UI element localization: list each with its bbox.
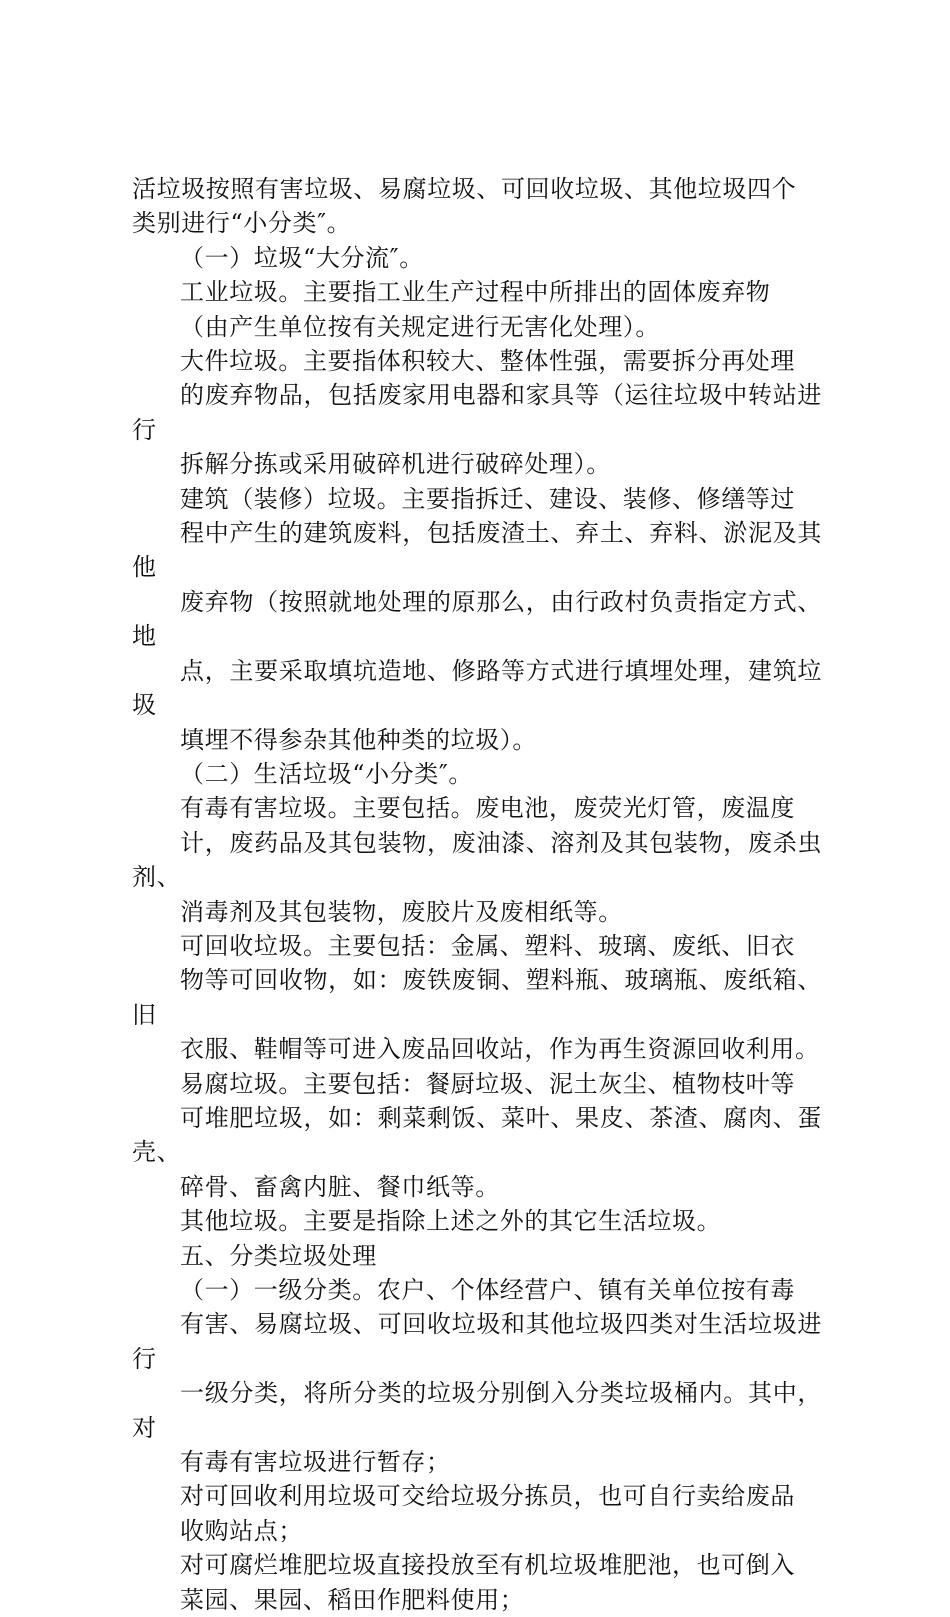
text-line: 收购站点； bbox=[180, 1516, 303, 1545]
paragraph bbox=[132, 1204, 822, 1238]
text-line: 物等可回收物，如：废铁废铜、塑料瓶、玻璃瓶、废纸箱、旧 bbox=[132, 966, 822, 1029]
text-line: （由产生单位按有关规定进行无害化处理）。 bbox=[180, 312, 660, 341]
text-line: 工业垃圾。主要指工业生产过程中所排出的固体废弃物 bbox=[180, 278, 771, 307]
paragraph bbox=[132, 482, 822, 757]
paragraph bbox=[132, 172, 822, 241]
text-line: 菜园、果园、稻田作肥料使用； bbox=[180, 1585, 525, 1614]
text-line: 程中产生的建筑废料，包括废渣土、弃土、弃料、淤泥及其他 bbox=[132, 519, 822, 582]
paragraph bbox=[132, 757, 822, 791]
paragraph bbox=[132, 275, 822, 344]
text-line: 对可腐烂堆肥垃圾直接投放至有机垃圾堆肥池，也可倒入 bbox=[180, 1551, 795, 1580]
paragraph bbox=[132, 241, 822, 275]
text-line: 消毒剂及其包装物，废胶片及废相纸等。 bbox=[180, 897, 623, 926]
text-line: 大件垃圾。主要指体积较大、整体性强，需要拆分再处理 bbox=[180, 347, 795, 376]
text-line: 碎骨、畜禽内脏、餐巾纸等。 bbox=[180, 1172, 500, 1201]
paragraph bbox=[132, 791, 822, 929]
paragraph bbox=[132, 344, 822, 482]
text-line: 废弃物（按照就地处理的原那么，由行政村负责指定方式、地 bbox=[132, 587, 822, 651]
text-line: （一）垃圾“大分流″。 bbox=[180, 243, 424, 272]
paragraph bbox=[132, 1067, 822, 1205]
paragraph bbox=[132, 1273, 822, 1479]
text-line: 活垃圾按照有害垃圾、易腐垃圾、可回收垃圾、其他垃圾四个 bbox=[132, 175, 797, 203]
text-line: （二）生活垃圾“小分类″。 bbox=[180, 759, 474, 788]
document-body bbox=[132, 172, 822, 1617]
text-line: 其他垃圾。主要是指除上述之外的其它生活垃圾。 bbox=[180, 1207, 722, 1236]
text-line: 有害、易腐垃圾、可回收垃圾和其他垃圾四类对生活垃圾进行 bbox=[132, 1310, 822, 1373]
text-line: （一）一级分类。农户、个体经营户、镇有关单位按有毒 bbox=[180, 1276, 795, 1304]
text-line: 五、分类垃圾处理 bbox=[180, 1241, 377, 1270]
text-line: 易腐垃圾。主要包括：餐厨垃圾、泥土灰尘、植物枝叶等 bbox=[180, 1069, 795, 1098]
text-line: 有毒有害垃圾。主要包括。废电池，废荧光灯管，废温度 bbox=[180, 794, 795, 823]
paragraph bbox=[132, 1479, 822, 1548]
text-line: 有毒有害垃圾进行暂存； bbox=[180, 1448, 451, 1477]
text-line: 可堆肥垃圾，如：剩菜剩饭、菜叶、果皮、茶渣、腐肉、蛋壳、 bbox=[132, 1103, 822, 1167]
text-line: 类别进行“小分类″。 bbox=[132, 209, 352, 238]
text-line: 拆解分拣或采用破碎机进行破碎处理）。 bbox=[180, 450, 611, 479]
text-line: 建筑（装修）垃圾。主要指拆迁、建设、装修、修缮等过 bbox=[180, 484, 795, 513]
paragraph bbox=[132, 1239, 822, 1273]
text-line: 可回收垃圾。主要包括：金属、塑料、玻璃、废纸、旧衣 bbox=[180, 931, 795, 960]
text-line: 衣服、鞋帽等可进入废品回收站，作为再生资源回收利用。 bbox=[180, 1035, 820, 1064]
text-line: 计，废药品及其包装物，废油漆、溶剂及其包装物，废杀虫剂、 bbox=[132, 828, 822, 892]
text-line: 对可回收利用垃圾可交给垃圾分拣员，也可自行卖给废品 bbox=[180, 1482, 795, 1511]
text-line: 点，主要采取填坑造地、修路等方式进行填埋处理，建筑垃圾 bbox=[132, 656, 822, 720]
text-line: 一级分类，将所分类的垃圾分别倒入分类垃圾桶内。其中，对 bbox=[132, 1379, 822, 1442]
paragraph bbox=[132, 1548, 822, 1617]
text-line: 的废弃物品，包括废家用电器和家具等（运往垃圾中转站进行 bbox=[132, 381, 822, 444]
paragraph bbox=[132, 929, 822, 1067]
text-line: 填埋不得参杂其他种类的垃圾）。 bbox=[180, 725, 537, 754]
